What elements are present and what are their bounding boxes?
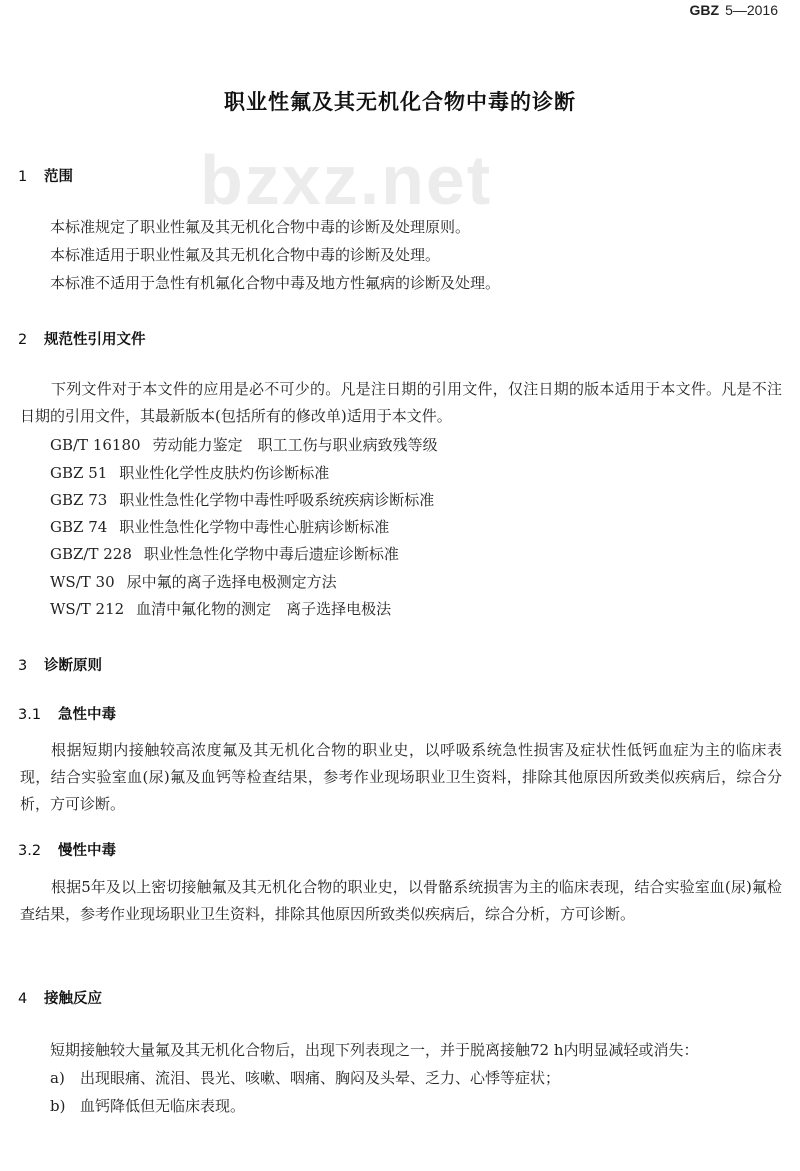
- section-4-heading: [18, 987, 102, 1008]
- reference-item: [50, 516, 389, 537]
- reference-title: 职业性急性化学物中毒后遗症诊断标准: [143, 545, 399, 563]
- reference-item: [50, 434, 438, 455]
- reference-code: GBZ 51: [50, 464, 108, 482]
- item-label: a): [50, 1069, 65, 1087]
- reference-code: GBZ 73: [50, 491, 108, 509]
- standard-prefix: GBZ: [689, 2, 720, 18]
- section-number: 1: [18, 169, 28, 185]
- reference-item: [50, 598, 391, 619]
- reference-title: 劳动能力鉴定 职工工伤与职业病致残等级: [152, 436, 438, 454]
- reference-code: WS/T 212: [50, 600, 125, 618]
- section-title: 范围: [44, 169, 73, 185]
- chronic-poisoning-text: 根据5年及以上密切接触氟及其无机化合物的职业史，以骨骼系统损害为主的临床表现，结合实验室血(尿)氟检查结果，参考作业现场职业卫生资料，排除其他原因所致类似疾病后，综合分析，方可诊断。: [20, 878, 782, 923]
- section-1-heading: [18, 165, 73, 186]
- reference-title: 职业性急性化学物中毒性心脏病诊断标准: [119, 518, 390, 536]
- list-item: [50, 1067, 560, 1088]
- section-number: 3: [18, 658, 28, 674]
- section-number: 3.1: [18, 707, 42, 723]
- standard-code: [690, 2, 779, 18]
- item-label: b): [50, 1097, 66, 1115]
- watermark: bzxz.net: [200, 141, 493, 219]
- section-title: 急性中毒: [58, 707, 116, 723]
- item-text: 血钙降低但无临床表现。: [80, 1097, 246, 1115]
- section-2-heading: [18, 328, 146, 349]
- scope-line-3: 本标准不适用于急性有机氟化合物中毒及地方性氟病的诊断及处理。: [50, 274, 501, 292]
- reference-item: [50, 571, 337, 592]
- section-number: 3.2: [18, 843, 42, 859]
- document-title: 职业性氟及其无机化合物中毒的诊断: [224, 90, 576, 114]
- section-title: 慢性中毒: [58, 843, 116, 859]
- standard-number: 5—2016: [725, 2, 778, 18]
- contact-reaction-intro: 短期接触较大量氟及其无机化合物后，出现下列表现之一，并于脱离接触72 h内明显减轻或消失：: [50, 1041, 699, 1059]
- section-3-1-heading: [18, 703, 116, 724]
- reference-item: [50, 543, 399, 564]
- section-3-heading: [18, 654, 102, 675]
- list-item: [50, 1095, 245, 1116]
- section-title: 接触反应: [44, 991, 102, 1007]
- reference-code: GB/T 16180: [50, 436, 141, 454]
- reference-title: 血清中氟化物的测定 离子选择电极法: [136, 600, 392, 618]
- reference-code: GBZ 74: [50, 518, 108, 536]
- section-number: 2: [18, 332, 28, 348]
- reference-item: [50, 489, 434, 510]
- section-title: 诊断原则: [44, 658, 102, 674]
- reference-title: 职业性化学性皮肤灼伤诊断标准: [119, 464, 330, 482]
- item-text: 出现眼痛、流泪、畏光、咳嗽、咽痛、胸闷及头晕、乏力、心悸等症状；: [80, 1069, 561, 1087]
- reference-item: [50, 462, 329, 483]
- section-number: 4: [18, 991, 28, 1007]
- section-title: 规范性引用文件: [44, 332, 146, 348]
- scope-line-2: 本标准适用于职业性氟及其无机化合物中毒的诊断及处理。: [50, 246, 441, 264]
- references-intro: 下列文件对于本文件的应用是必不可少的。凡是注日期的引用文件，仅注日期的版本适用于本文件。凡是不注日期的引用文件，其最新版本(包括所有的修改单)适用于本文件。: [20, 380, 782, 425]
- section-3-2-heading: [18, 839, 116, 860]
- scope-line-1: 本标准规定了职业性氟及其无机化合物中毒的诊断及处理原则。: [50, 218, 471, 236]
- reference-code: WS/T 30: [50, 573, 115, 591]
- reference-title: 尿中氟的离子选择电极测定方法: [126, 573, 337, 591]
- reference-title: 职业性急性化学物中毒性呼吸系统疾病诊断标准: [119, 491, 435, 509]
- acute-poisoning-text: 根据短期内接触较高浓度氟及其无机化合物的职业史，以呼吸系统急性损害及症状性低钙血症为主的临床表现，结合实验室血(尿)氟及血钙等检查结果，参考作业现场职业卫生资料，排除其他原因所致类似疾病后，综合分析，方可诊断。: [20, 741, 782, 813]
- reference-code: GBZ/T 228: [50, 545, 132, 563]
